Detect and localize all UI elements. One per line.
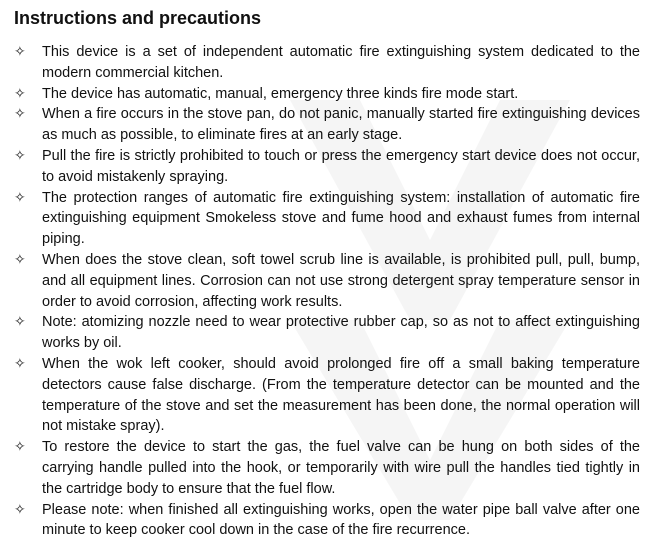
list-item <box>14 437 640 499</box>
list-item <box>14 42 640 84</box>
list-item-text: Note: atomizing nozzle need to wear protective rubber cap, so as not to affect extinguishing works by oil. <box>42 314 640 352</box>
diamond-star-icon: ✧ <box>14 147 26 164</box>
list-item-text: The device has automatic, manual, emergency three kinds fire mode start. <box>42 85 519 102</box>
diamond-star-icon: ✧ <box>14 355 26 372</box>
diamond-star-icon: ✧ <box>14 189 26 206</box>
list-item-text: When the wok left cooker, should avoid prolonged fire off a small baking temperature detectors cause false discharge. (From the temperature detector can be mounted and the temperature of the stove and set the measurement has been done, the normal operation will not mistake spray). <box>42 355 640 435</box>
diamond-star-icon: ✧ <box>14 44 26 60</box>
list-item <box>14 104 640 146</box>
list-item-text: Please note: when finished all extinguishing works, open the water pipe ball valve after one minute to keep cooker cool down in the case of the fire recurrence. <box>42 501 640 539</box>
diamond-star-icon: ✧ <box>14 439 26 456</box>
list-item-text: When does the stove clean, soft towel scrub line is available, is prohibited pull, pull, bump, and all equipment lines. Corrosion can not use strong detergent spray temperature sensor in order to avoid corrosion, affecting work results. <box>42 251 640 310</box>
list-item-text: This device is a set of independent automatic fire extinguishing system dedicated to the modern commercial kitchen. <box>42 44 640 81</box>
diamond-star-icon: ✧ <box>14 106 26 123</box>
list-item-text: The protection ranges of automatic fire extinguishing system: installation of automatic fire extinguishing equipment Smokeless stove and fume hood and exhaust fumes from internal piping. <box>42 189 640 248</box>
diamond-star-icon: ✧ <box>14 251 26 268</box>
list-item-text: To restore the device to start the gas, the fuel valve can be hung on both sides of the carrying handle pulled into the hook, or temporarily with wire pull the handles tied tightly in the cartridge body to ensure that the fuel flow. <box>42 439 640 497</box>
diamond-star-icon: ✧ <box>14 314 26 331</box>
list-item <box>14 354 640 437</box>
list-item <box>14 250 640 312</box>
list-item-text: When a fire occurs in the stove pan, do not panic, manually started fire extinguishing devices as much as possible, to eliminate fires at an early stage. <box>42 106 640 144</box>
list-item <box>14 188 640 250</box>
list-item <box>14 500 640 542</box>
list-item <box>14 312 640 354</box>
diamond-star-icon: ✧ <box>14 85 26 102</box>
diamond-star-icon: ✧ <box>14 501 26 518</box>
list-item-text: Pull the fire is strictly prohibited to touch or press the emergency start device does not occur, to avoid mistakenly spraying. <box>42 147 640 185</box>
precautions-list <box>14 42 640 541</box>
list-item <box>14 146 640 188</box>
page-title: Instructions and precautions <box>14 8 262 28</box>
list-item <box>14 84 640 105</box>
